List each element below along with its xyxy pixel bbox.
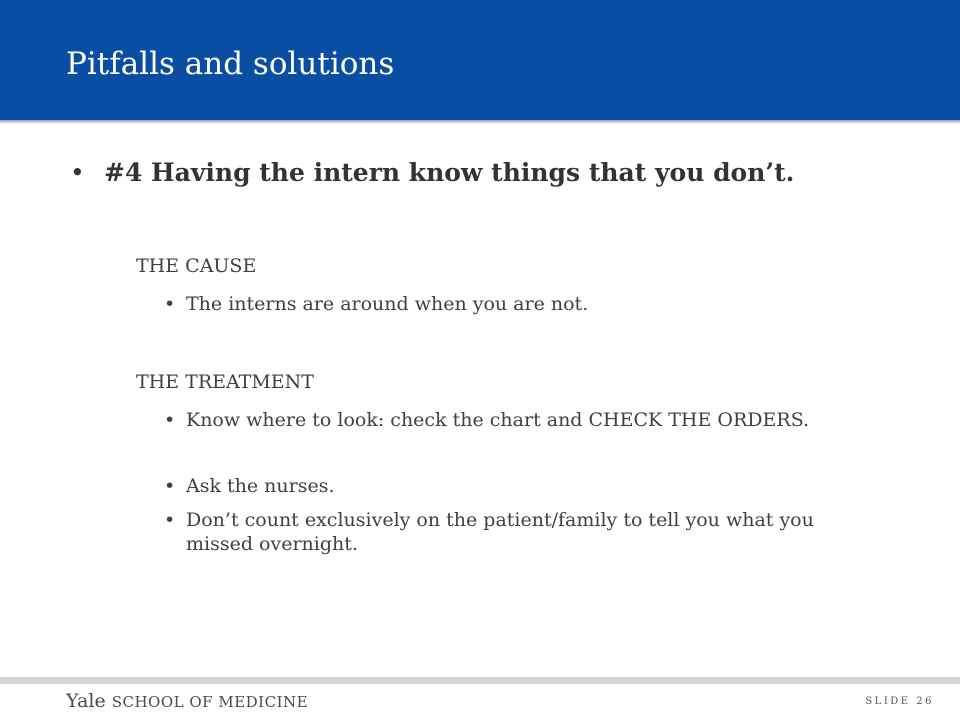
- footer-bar: [0, 677, 960, 684]
- list-item-text: Ask the nurses.: [186, 475, 335, 497]
- slide-number: SLIDE 26: [865, 696, 934, 707]
- slide-title: Pitfalls and solutions: [66, 46, 395, 82]
- list-item-text: The interns are around when you are not.: [186, 293, 589, 315]
- bullet-icon: •: [70, 158, 85, 187]
- bullet-icon: •: [164, 509, 176, 531]
- main-bullet-text: #4 Having the intern know things that you don’t.: [104, 158, 795, 187]
- yale-logo: [66, 690, 308, 712]
- logo-school-text: SCHOOL OF MEDICINE: [111, 693, 309, 711]
- section-heading-cause: THE CAUSE: [136, 255, 257, 277]
- list-item-text: Don’t count exclusively on the patient/family to tell you what you missed overnight.: [186, 509, 814, 555]
- bullet-icon: •: [164, 475, 176, 497]
- list-item-text: Know where to look: check the chart and CHECK THE ORDERS.: [186, 409, 810, 431]
- section-heading-treatment: THE TREATMENT: [136, 371, 314, 393]
- logo-yale-text: Yale: [66, 690, 106, 712]
- bullet-icon: •: [164, 409, 176, 431]
- bullet-icon: •: [164, 293, 176, 315]
